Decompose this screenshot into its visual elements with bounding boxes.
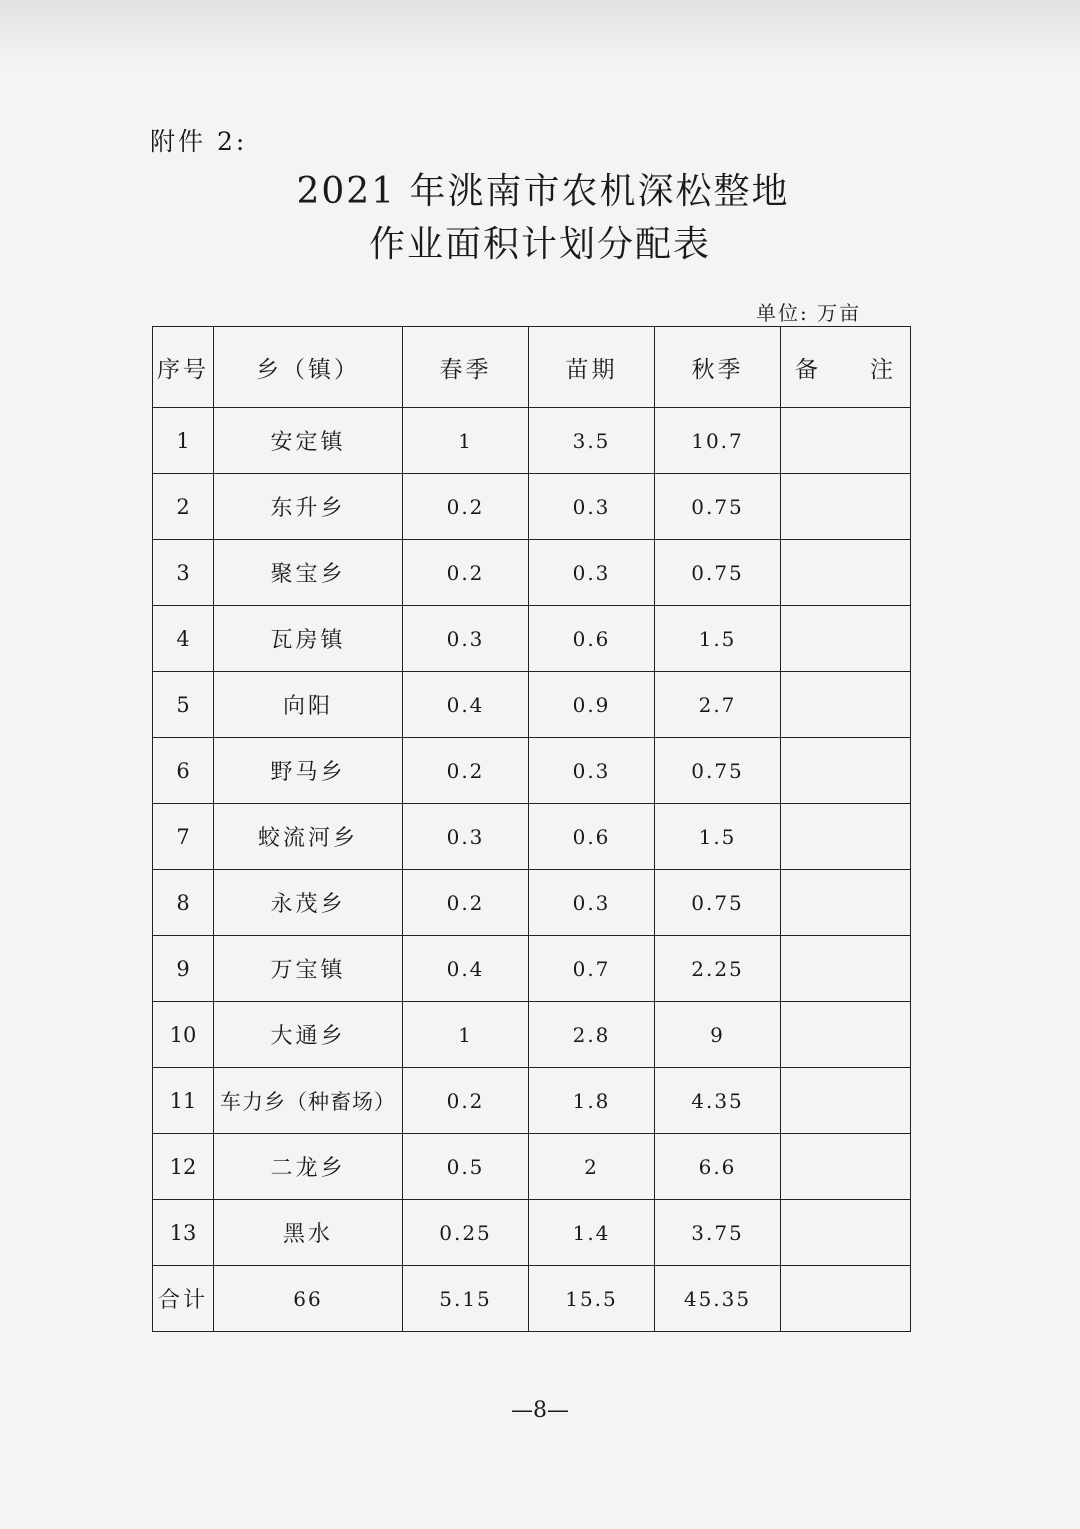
cell-spring: 0.3 xyxy=(403,606,529,672)
cell-autumn: 0.75 xyxy=(655,540,781,606)
cell-spring: 0.2 xyxy=(403,738,529,804)
header-town: 乡（镇） xyxy=(214,327,403,408)
cell-seedling: 1.4 xyxy=(529,1200,655,1266)
cell-index: 13 xyxy=(153,1200,214,1266)
cell-spring: 0.2 xyxy=(403,1068,529,1134)
cell-town: 蛟流河乡 xyxy=(214,804,403,870)
table-row xyxy=(153,936,911,1002)
cell-autumn: 10.7 xyxy=(655,408,781,474)
table-row xyxy=(153,1200,911,1266)
cell-index: 3 xyxy=(153,540,214,606)
table-row xyxy=(153,606,911,672)
cell-seedling: 0.3 xyxy=(529,738,655,804)
scan-shadow xyxy=(0,0,1080,70)
table-row xyxy=(153,1134,911,1200)
total-spring: 5.15 xyxy=(403,1266,529,1332)
cell-index: 8 xyxy=(153,870,214,936)
cell-remark xyxy=(781,738,911,804)
cell-autumn: 2.25 xyxy=(655,936,781,1002)
total-seedling: 15.5 xyxy=(529,1266,655,1332)
cell-autumn: 9 xyxy=(655,1002,781,1068)
cell-town: 安定镇 xyxy=(214,408,403,474)
cell-remark xyxy=(781,1002,911,1068)
table-row xyxy=(153,1068,911,1134)
cell-remark xyxy=(781,606,911,672)
table-header-row xyxy=(153,327,911,408)
cell-remark xyxy=(781,474,911,540)
table-row xyxy=(153,672,911,738)
cell-spring: 0.2 xyxy=(403,870,529,936)
cell-autumn: 0.75 xyxy=(655,474,781,540)
table-row xyxy=(153,408,911,474)
cell-seedling: 1.8 xyxy=(529,1068,655,1134)
cell-index: 2 xyxy=(153,474,214,540)
cell-index: 11 xyxy=(153,1068,214,1134)
cell-town: 黑水 xyxy=(214,1200,403,1266)
document-title-line-1: 2021 年洮南市农机深松整地 xyxy=(296,171,790,212)
cell-autumn: 2.7 xyxy=(655,672,781,738)
cell-remark xyxy=(781,1134,911,1200)
cell-seedling: 0.9 xyxy=(529,672,655,738)
cell-town: 向阳 xyxy=(214,672,403,738)
cell-town: 野马乡 xyxy=(214,738,403,804)
cell-seedling: 0.7 xyxy=(529,936,655,1002)
cell-autumn: 0.75 xyxy=(655,870,781,936)
table-total-row xyxy=(153,1266,911,1332)
header-remark xyxy=(781,327,911,408)
cell-town: 万宝镇 xyxy=(214,936,403,1002)
cell-index: 5 xyxy=(153,672,214,738)
cell-seedling: 2.8 xyxy=(529,1002,655,1068)
cell-remark xyxy=(781,1068,911,1134)
cell-seedling: 0.3 xyxy=(529,540,655,606)
cell-autumn: 6.6 xyxy=(655,1134,781,1200)
cell-index: 9 xyxy=(153,936,214,1002)
table-row xyxy=(153,738,911,804)
total-autumn: 45.35 xyxy=(655,1266,781,1332)
total-town: 66 xyxy=(214,1266,403,1332)
attachment-label: 附件 2: xyxy=(150,127,248,156)
cell-index: 12 xyxy=(153,1134,214,1200)
header-autumn: 秋季 xyxy=(655,327,781,408)
cell-town: 东升乡 xyxy=(214,474,403,540)
cell-autumn: 1.5 xyxy=(655,804,781,870)
cell-remark xyxy=(781,540,911,606)
cell-autumn: 3.75 xyxy=(655,1200,781,1266)
cell-index: 6 xyxy=(153,738,214,804)
header-index: 序号 xyxy=(153,327,214,408)
cell-spring: 0.5 xyxy=(403,1134,529,1200)
cell-remark xyxy=(781,1200,911,1266)
header-remark-char-2: 注 xyxy=(870,356,896,383)
table-row xyxy=(153,870,911,936)
cell-seedling: 0.6 xyxy=(529,804,655,870)
table-row xyxy=(153,1002,911,1068)
cell-autumn: 0.75 xyxy=(655,738,781,804)
cell-remark xyxy=(781,804,911,870)
cell-remark xyxy=(781,672,911,738)
cell-spring: 0.2 xyxy=(403,474,529,540)
cell-remark xyxy=(781,870,911,936)
cell-spring: 1 xyxy=(403,1002,529,1068)
table-row xyxy=(153,804,911,870)
cell-seedling: 0.3 xyxy=(529,870,655,936)
cell-town: 大通乡 xyxy=(214,1002,403,1068)
cell-town: 聚宝乡 xyxy=(214,540,403,606)
cell-seedling: 0.3 xyxy=(529,474,655,540)
cell-spring: 0.4 xyxy=(403,672,529,738)
page-number: —8— xyxy=(511,1398,569,1423)
header-spring: 春季 xyxy=(403,327,529,408)
cell-autumn: 1.5 xyxy=(655,606,781,672)
cell-spring: 1 xyxy=(403,408,529,474)
document-title-line-2: 作业面积计划分配表 xyxy=(368,224,711,265)
cell-remark xyxy=(781,408,911,474)
cell-autumn: 4.35 xyxy=(655,1068,781,1134)
cell-spring: 0.4 xyxy=(403,936,529,1002)
cell-town: 二龙乡 xyxy=(214,1134,403,1200)
allocation-table xyxy=(152,326,911,1332)
unit-label: 单位: 万亩 xyxy=(756,301,862,325)
total-label: 合计 xyxy=(153,1266,214,1332)
header-remark-char-1: 备 xyxy=(795,356,821,383)
cell-seedling: 0.6 xyxy=(529,606,655,672)
cell-index: 10 xyxy=(153,1002,214,1068)
cell-seedling: 2 xyxy=(529,1134,655,1200)
table-row xyxy=(153,474,911,540)
cell-remark xyxy=(781,936,911,1002)
header-seedling: 苗期 xyxy=(529,327,655,408)
total-remark xyxy=(781,1266,911,1332)
cell-town: 永茂乡 xyxy=(214,870,403,936)
table-row xyxy=(153,540,911,606)
cell-index: 1 xyxy=(153,408,214,474)
cell-town: 车力乡（种畜场） xyxy=(214,1068,403,1134)
cell-town: 瓦房镇 xyxy=(214,606,403,672)
cell-spring: 0.3 xyxy=(403,804,529,870)
cell-spring: 0.2 xyxy=(403,540,529,606)
cell-spring: 0.25 xyxy=(403,1200,529,1266)
cell-index: 4 xyxy=(153,606,214,672)
cell-seedling: 3.5 xyxy=(529,408,655,474)
cell-index: 7 xyxy=(153,804,214,870)
